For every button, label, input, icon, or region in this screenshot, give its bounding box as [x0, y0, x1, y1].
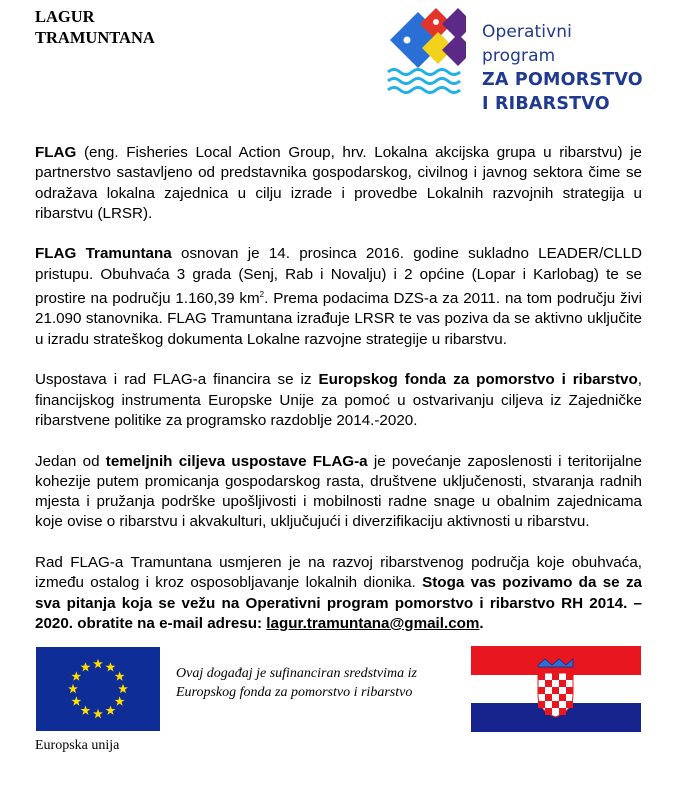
- org-name-line2: TRAMUNTANA: [35, 28, 155, 47]
- logo-text-line3: I RIBARSTVO: [482, 94, 610, 114]
- paragraph-text: je povećanje zaposlenosti i teritorijalne kohezije putem promicanja gospodarskog rasta, društvene uključenosti, stvaranja radnih mjesta i pružanja podrške upošljivosti i mobilnosti radne snage u obalnim zajednicama koje ovise o ribarstvu i akvakulturi, uključujući i diverzifikaciju aktivnosti u ribarstvu.: [35, 452, 643, 531]
- organization-name: [35, 6, 155, 48]
- paragraph-text: . Prema podacima DZS-a za 2011. na tom području živi 21.090 stanovnika. FLAG Tramuntana izrađuje LRSR te vas poziva da se aktivno uključite u izradu strateškog dokumenta Lokalne razvojne strategije u ribarstvu.: [35, 290, 642, 348]
- eu-star-icon: [115, 696, 125, 705]
- paragraph-funding: [35, 370, 642, 431]
- org-name-line1: LAGUR: [35, 7, 95, 26]
- eu-star-icon: [106, 662, 116, 671]
- eu-star-icon: [115, 671, 125, 680]
- eu-star-icon: [68, 684, 78, 693]
- operativni-program-logo: [386, 6, 648, 114]
- paragraph-goals: [35, 452, 642, 533]
- operativni-program-logo-icon: [386, 6, 478, 98]
- bold-term: FLAG Tramuntana: [35, 245, 172, 263]
- bold-term: Europskog fonda za pomorstvo i ribarstvo: [318, 371, 638, 389]
- eu-star-icon: [81, 705, 91, 714]
- eu-star-icon: [118, 684, 128, 693]
- eu-flag-icon: [36, 647, 160, 731]
- eu-star-icon: [81, 662, 91, 671]
- eu-label: Europska unija: [35, 738, 120, 753]
- paragraph-text: , financijskog instrumenta Europske Unije za pomoć u ostvarivanju ciljeva iz Zajedničke ribarstvene politike za programsko razdoblje 2014.-2020.: [35, 371, 642, 429]
- croatian-flag-icon: [471, 646, 641, 732]
- bold-term: temeljnih ciljeva uspostave FLAG-a: [105, 452, 368, 470]
- eu-star-icon: [106, 705, 116, 714]
- eu-star-icon: [93, 659, 103, 668]
- paragraph-contact: [35, 553, 642, 634]
- paragraph-text: osnovan je 14. prosinca 2016. godine sukladno LEADER/CLLD pristupu. Obuhvaća 3 grada (Senj, Rab i Novalju) i 2 općine (Lopar i Karlobag) te se prostire na području 1.160,39 km: [35, 245, 643, 308]
- bold-text: Stoga vas pozivamo da se za sva pitanja koja se vežu na Operativni program pomorstvo i ribarstvo RH 2014. – 2020. obratite na e-mail adresu:: [35, 574, 643, 632]
- eu-star-icon: [93, 709, 103, 718]
- paragraph-flag-definition: [35, 143, 642, 224]
- cofinancing-line2: Europskog fonda za pomorstvo i ribarstvo: [176, 685, 413, 700]
- cofinancing-notice: [176, 664, 417, 702]
- eu-star-icon: [71, 696, 81, 705]
- punctuation: .: [479, 614, 484, 632]
- document-body: [35, 143, 642, 654]
- eu-star-icon: [71, 671, 81, 680]
- paragraph-text: Uspostava i rad FLAG-a financira se iz: [35, 371, 319, 389]
- cofinancing-line1: Ovaj događaj je sufinanciran sredstvima iz: [176, 666, 417, 681]
- bold-term: FLAG: [35, 144, 77, 161]
- superscript: 2: [259, 290, 265, 300]
- paragraph-flag-tramuntana: [35, 244, 642, 350]
- paragraph-text: Rad FLAG-a Tramuntana usmjeren je na razvoj ribarstvenog područja koje obuhvaća, između ostalog i kroz osposobljavanje lokalnih dionika.: [35, 554, 642, 592]
- logo-text-line2: ZA POMORSTVO: [482, 70, 643, 90]
- footer: [0, 645, 686, 791]
- contact-email-link[interactable]: lagur.tramuntana@gmail.com: [266, 614, 480, 632]
- logo-text: [482, 20, 648, 116]
- paragraph-text: Jedan od: [35, 452, 106, 470]
- logo-text-line1: Operativni program: [482, 22, 572, 66]
- paragraph-text: (eng. Fisheries Local Action Group, hrv. Lokalna akcijska grupa u ribarstvu) je partnerstvo sastavljeno od predstavnika gospodarskog, civilnog i javnog sektora čime se odražava lokalna zajednica u cilju izrade i provedbe Lokalnih razvojnih strategija u ribarstvu (LRSR).: [35, 144, 642, 222]
